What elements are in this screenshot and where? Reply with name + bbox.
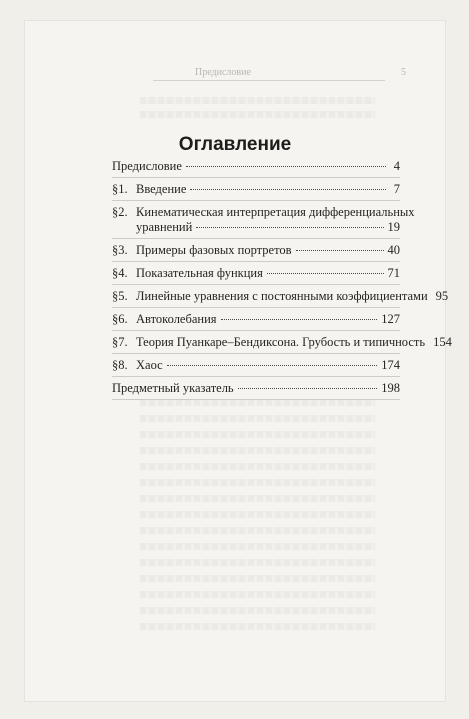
bleed-through-text <box>140 97 375 104</box>
bleed-through-text <box>140 623 375 630</box>
toc-entry-text: Теория Пуанкаре–Бендиксона. Грубость и типичность <box>136 335 426 349</box>
toc-entry-text-continued: уравнений <box>136 220 193 234</box>
toc-entry-number: §8. <box>112 358 128 372</box>
bleed-through-text <box>140 607 375 614</box>
bleed-through-text <box>140 527 375 534</box>
toc-entry-text: Кинематическая интерпретация дифференциальных <box>136 205 415 219</box>
divider <box>112 284 400 285</box>
divider <box>112 353 400 354</box>
dot-leader <box>186 165 386 167</box>
toc-entry-page: 7 <box>393 182 400 196</box>
toc-entry-text: Введение <box>136 182 187 196</box>
toc-entry-page: 198 <box>381 381 400 395</box>
dot-leader <box>196 226 383 228</box>
divider <box>112 307 400 308</box>
toc-entry-8[interactable] <box>112 358 400 373</box>
toc-entry-number: §5. <box>112 289 128 303</box>
bleed-through-text <box>140 431 375 438</box>
toc-entry-text: Показательная функция <box>136 266 263 280</box>
divider <box>112 177 400 178</box>
toc-entry-page: 71 <box>387 266 400 280</box>
dot-leader <box>267 272 384 274</box>
toc-entry-text: Линейные уравнения с постоянными коэффициентами <box>136 289 428 303</box>
bleed-through-text <box>140 543 375 550</box>
toc-entry-index[interactable] <box>112 381 400 396</box>
divider <box>112 261 400 262</box>
toc-entry-2[interactable] <box>112 205 415 235</box>
running-head-title: Предисловие <box>195 67 251 78</box>
bleed-through-text <box>140 111 375 118</box>
bleed-through-text <box>140 559 375 566</box>
toc-entry-7[interactable] <box>112 335 452 350</box>
bleed-through-text <box>140 591 375 598</box>
toc-entry-number: §7. <box>112 335 128 349</box>
toc-entry-page: 19 <box>387 220 400 234</box>
toc-entry-page: 95 <box>435 289 449 303</box>
toc-entry-number: §3. <box>112 243 128 257</box>
running-head <box>25 67 445 81</box>
dot-leader <box>296 249 384 251</box>
dot-leader <box>238 387 378 389</box>
divider <box>112 330 400 331</box>
toc-entry-preface[interactable] <box>112 159 400 174</box>
toc-entry-1[interactable] <box>112 182 400 197</box>
toc-entry-text: Автоколебания <box>136 312 217 326</box>
bleed-through-text <box>140 495 375 502</box>
bleed-through-text <box>140 511 375 518</box>
toc-entry-number: §2. <box>112 205 128 219</box>
running-head-page-number: 5 <box>401 67 406 78</box>
bleed-through-text <box>140 575 375 582</box>
toc-entry-text: Примеры фазовых портретов <box>136 243 292 257</box>
divider <box>112 238 400 239</box>
toc-entry-number: §4. <box>112 266 128 280</box>
toc-entry-3[interactable] <box>112 243 400 258</box>
dot-leader <box>221 318 378 320</box>
toc-title: Оглавление <box>178 134 292 155</box>
dot-leader <box>190 188 386 190</box>
toc-entry-text: Предисловие <box>112 159 182 173</box>
toc-entry-page: 4 <box>393 159 400 173</box>
toc-entry-page: 154 <box>433 335 452 349</box>
divider <box>112 200 400 201</box>
bleed-through-text <box>140 463 375 470</box>
toc-entry-page: 40 <box>387 243 400 257</box>
toc-entry-text: Хаос <box>136 358 163 372</box>
divider <box>112 399 400 400</box>
divider <box>112 376 400 377</box>
bleed-through-text <box>140 399 375 406</box>
toc-entry-number: §1. <box>112 182 128 196</box>
running-head-rule <box>153 80 385 81</box>
bleed-through-text <box>140 447 375 454</box>
toc-entry-page: 127 <box>381 312 400 326</box>
toc-entry-5[interactable] <box>112 289 449 304</box>
toc-entry-6[interactable] <box>112 312 400 327</box>
bleed-through-text <box>140 479 375 486</box>
toc-entry-4[interactable] <box>112 266 400 281</box>
toc-entry-number: §6. <box>112 312 128 326</box>
bleed-through-text <box>140 415 375 422</box>
toc-entry-page: 174 <box>381 358 400 372</box>
toc-entry-text: Предметный указатель <box>112 381 234 395</box>
dot-leader <box>167 364 378 366</box>
